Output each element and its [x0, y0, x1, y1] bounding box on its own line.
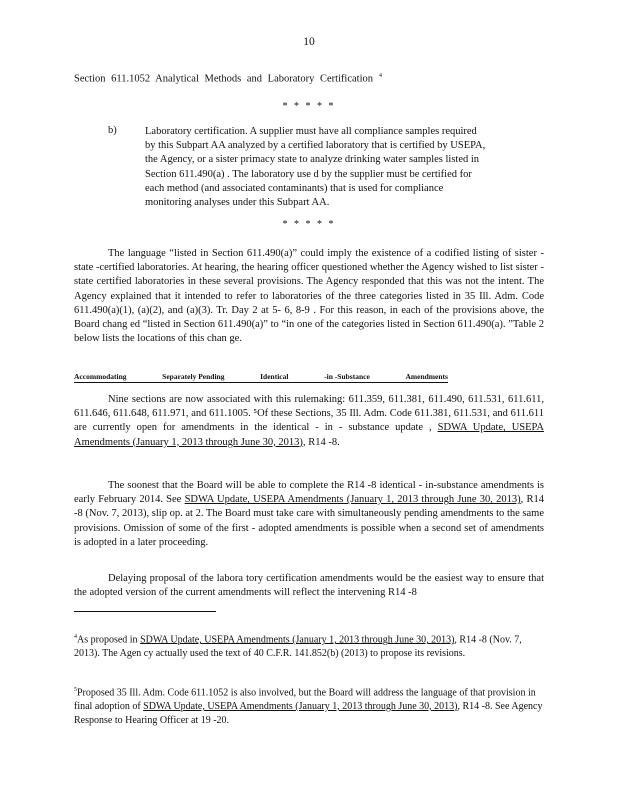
footnote-ref-4: 4 [379, 73, 383, 79]
table-col-in-substance: -in -Substance [324, 372, 370, 381]
page-number: 10 [303, 36, 315, 48]
paragraph-text: The soonest that the Board will be able to complete the R14 -8 identical - in-substance amendments is early February 2014. See [74, 480, 544, 506]
case-citation: SDWA Update, USEPA Amendments (January 1, 2013 through June 30, 2013) [74, 422, 544, 448]
footnote-mark: 5 [74, 687, 77, 693]
subsection-line: the Agency, or a sister primacy state to analyze drinking water samples listed in [145, 154, 480, 166]
paragraph-nine-sections [74, 393, 544, 450]
footnote-divider [74, 611, 216, 612]
paragraph-soonest [74, 479, 544, 550]
paragraph-text: , R14 -8. [302, 436, 340, 448]
subsection-line: by this Subpart AA analyzed by a certified laboratory that is certified by USEPA, [145, 140, 486, 152]
paragraph-language: The language “listed in Section 611.490(a)” could imply the existence of a codified listing of sister -state -certified laboratories. At hearing, the hearing officer questioned whether the Agency wished to list sister -state certified laboratories in these several provisions. The Agency responded that this was not the intent. The Agency explained that it intended to refer to laboratories of the three categories listed in 35 Ill. Adm. Code 611.490(a)(1), (a)(2), and (a)(3). Tr. Day 2 at 5- 6, 8-9 . For this reason, in each of the provisions above, the Board chang ed “listed in Section 611.490(a)” to “in one of the categories listed in Section 611.490(a). ”Table 2 below lists the locations of this chan ge. [74, 248, 544, 345]
footnote-mark: 4 [74, 634, 77, 640]
case-citation: SDWA Update, USEPA Amendments (January 1, 2013 through June 30, 2013) [184, 494, 521, 506]
section-separator-bottom: * * * * * [282, 219, 336, 230]
subsection-line: Section 611.490(a) . The laboratory use d by the supplier must be certified for [145, 168, 472, 180]
subsection-body [145, 125, 530, 210]
section-heading-text: Section 611.1052 Analytical Methods and Laboratory Certification [74, 73, 374, 85]
footnote-5 [74, 684, 544, 727]
subsection-line: each method (and associated contaminants) that is used for compliance [145, 182, 444, 194]
footnote-text: As proposed in [77, 634, 138, 646]
footnote-4 [74, 631, 544, 661]
table-col-separately-pending: Separately Pending [162, 372, 225, 381]
section-heading [74, 73, 382, 85]
case-citation: SDWA Update, USEPA Amendments (January 1, 2013 through June 30, 2013) [143, 700, 458, 712]
footnote-text: Proposed 35 Ill. Adm. Code 611.1052 is also involved, but the Board will address the language of that provision in final adoption of [74, 687, 536, 712]
paragraph-delaying: Delaying proposal of the labora tory certification amendments would be the easiest way to ensure that the adopted version of the current amendments will reflect the intervening R14 -8 [74, 573, 544, 599]
table-col-accommodating: Accommodating [74, 372, 127, 381]
case-citation: SDWA Update, USEPA Amendments (January 1, 2013 through June 30, 2013) [140, 634, 455, 646]
paragraph-text: Nine sections are now associated with this rulemaking: 611.359, 611.381, 611.490, 611.531, 611.611, 611.646, 611.648, 611.971, and 611.1005. ⁵Of these Sections, 35 Ill. Adm. Code 611.381, 611.531, and 611.611 are currently open for amendments in the identical - in - substance update , [74, 394, 544, 434]
footnote-text: , R14 -8 (Nov. 7, 2013). The Agen cy actually used the text of 40 C.F.R. 141.852(b) (2013) to propose its revisions. [74, 634, 522, 659]
footnote-text: , R14 -8. See Agency Response to Hearing Officer at 19 -20. [74, 700, 543, 726]
subsection-label: b) [108, 125, 117, 136]
section-separator-top: * * * * * [282, 101, 336, 112]
subsection-line: monitoring analyses under this Subpart AA. [145, 197, 330, 209]
subsection-line: Laboratory certification. A supplier must have all compliance samples required [145, 126, 477, 137]
table-col-amendments: Amendments [405, 372, 448, 381]
paragraph-text: , R14 -8 (Nov. 7, 2013), slip op. at 2. The Board must take care with simultaneously pending amendments to the same provisions. Omission of some of the first - adopted amendments is possible when a second set of amendments is adopted in a later proceeding. [74, 494, 544, 548]
table-2-header [74, 372, 448, 383]
table-col-identical: Identical [260, 372, 289, 381]
